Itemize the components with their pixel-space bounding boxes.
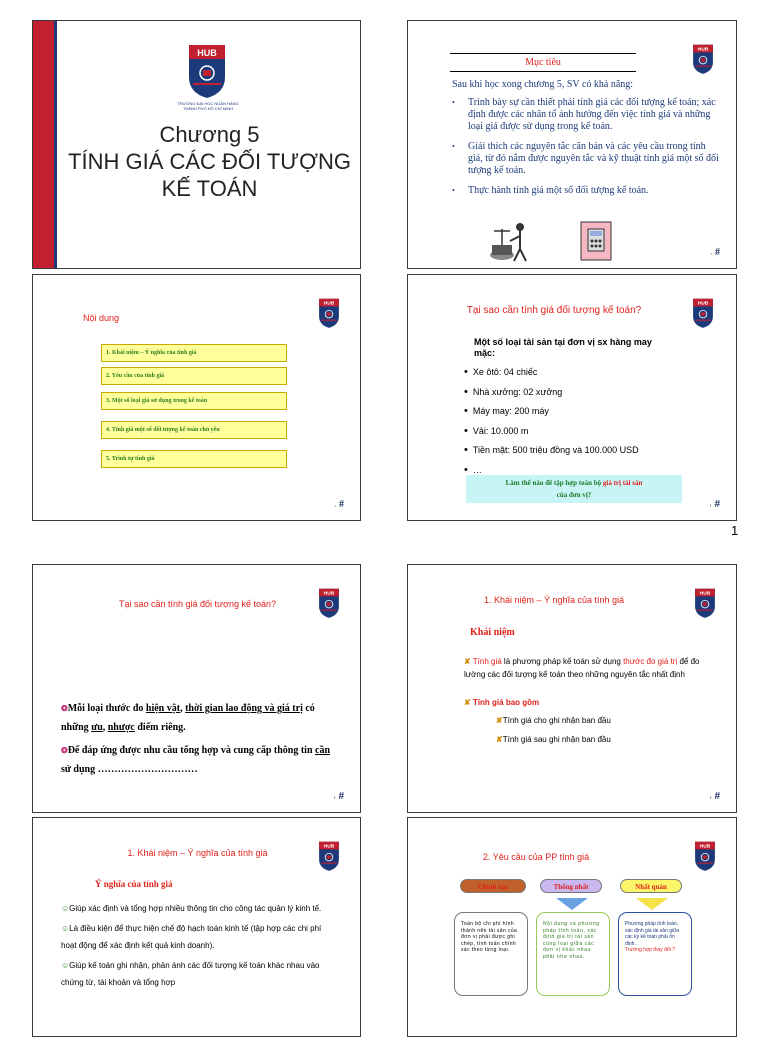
x-bullet-icon: ✘ (464, 657, 471, 666)
list-item: • Giải thích các nguyên tắc căn bản và các yêu cầu trong tính giá, từ đó nắm được nguyên tắc và kỹ thuật tính giá một số đối tượng kế toán. (452, 141, 722, 177)
includes-item: ✘Tính giá cho ghi nhận ban đầu (496, 716, 611, 725)
requirement-card-consistent: Nội dung và phương pháp tính toán, xác định giá trị tài sản cùng loại giữa các đơn vị khác nhau phải như nhau. (536, 912, 610, 996)
slide-heading: 1. Khái niệm – Ý nghĩa của tính giá (127, 848, 268, 858)
slide-meaning (32, 817, 361, 1037)
university-logo-icon (694, 838, 716, 874)
question-box (466, 475, 682, 503)
x-bullet-icon: ✘ (464, 698, 471, 707)
reason-paragraph: ❂Để đáp ứng được nhu cầu tổng hợp và cung cấp thông tin cần sử dụng ………………………… (61, 745, 331, 775)
contents-item: 2. Yêu cầu của tính giá (101, 367, 287, 385)
list-item: • Nhà xưởng: 02 xưởng (464, 383, 639, 403)
includes-line: ✘ Tính giá bao gồm (464, 698, 540, 707)
slide-requirements (407, 817, 737, 1037)
slide-number: › # (709, 499, 720, 510)
slide-why-pricing (407, 274, 737, 521)
chapter-title (57, 121, 361, 202)
smiley-bullet-icon: ☺ (61, 924, 70, 933)
slide-concept (407, 564, 737, 813)
university-line1: TRƯỜNG ĐẠI HỌC NGÂN HÀNG (177, 101, 239, 106)
clipart-scale-icon (488, 219, 532, 263)
slide-heading: Tại sao cần tính giá đối tượng kế toán? (118, 599, 277, 609)
slide-number: › # (709, 791, 720, 802)
objectives-intro: Sau khi học xong chương 5, SV có khả năng: (452, 79, 634, 90)
requirement-card-stable: Phương pháp tính toán, xác định giá tài sản giữa các kỳ kế toán phải ổn định. Trường hợp thay đổi ? (618, 912, 692, 996)
slide-heading: Tại sao cần tính giá đối tượng kế toán? (466, 305, 642, 316)
bullet-icon: ❂ (61, 746, 68, 755)
university-logo-icon (692, 41, 714, 77)
smiley-bullet-icon: ☺ (61, 961, 70, 970)
includes-item: ✘Tính giá sau ghi nhận ban đầu (496, 735, 611, 744)
slide-contents (32, 274, 361, 521)
list-item: ☺Giúp kế toán ghi nhận, phản ánh các đối tượng kế toán khác nhau vào chứng từ, tài khoản và tổng hợp (61, 961, 320, 987)
down-arrow-icon (636, 898, 668, 910)
contents-item: 3. Một số loại giá sử dụng trong kế toán (101, 392, 287, 410)
requirement-card-accurate: Toàn bộ chi phí hình thành nên tài sản của đơn vị phải được ghi chép, tính toán chính xác theo từng loại. (454, 912, 528, 996)
list-item: • Trình bày sự cần thiết phải tính giá các đối tượng kế toán; xác định được các nhân tố ảnh hưởng đến việc tính giá và những loại giá được sử dụng trong kế toán. (452, 97, 722, 133)
slide-number: › # (710, 247, 720, 258)
contents-item: 5. Trình tự tính giá (101, 450, 287, 468)
list-item: • Máy may: 200 máy (464, 402, 639, 422)
chapter-title-line3: KẾ TOÁN (161, 176, 258, 201)
list-item: • Xe ôtô: 04 chiếc (464, 363, 639, 383)
assets-list (464, 363, 639, 480)
university-line2: THÀNH PHỐ HỒ CHÍ MINH (183, 106, 233, 111)
down-arrow-icon (556, 898, 588, 910)
slide-objectives (407, 20, 737, 269)
list-item: • Tiền mặt: 500 triệu đồng và 100.000 USD (464, 441, 639, 461)
divider (450, 53, 636, 54)
meaning-heading: Ý nghĩa của tính giá (95, 879, 173, 889)
list-item: • … (464, 461, 639, 481)
slide-accent-bar (33, 21, 54, 268)
x-bullet-icon: ✘ (496, 716, 503, 725)
list-item: • Vải: 10.000 m (464, 422, 639, 442)
slide-heading: 1. Khái niệm – Ý nghĩa của tính giá (483, 595, 625, 605)
question-text: Làm thế nào để tập hợp toàn bộ (505, 479, 603, 487)
page-number: 1 (731, 523, 739, 538)
question-text: của đơn vị? (556, 491, 592, 499)
assets-subtitle: Một số loại tài sản tại đơn vị sx hàng may mặc: (474, 337, 652, 358)
contents-item: 1. Khái niệm – Ý nghĩa của tính giá (101, 344, 287, 362)
list-item: ☺Giúp xác định và tổng hợp nhiều thông tin cho công tác quản lý kinh tế. (61, 904, 322, 913)
university-logo-icon (187, 43, 227, 99)
objectives-list (452, 97, 722, 205)
chapter-title-line2: TÍNH GIÁ CÁC ĐỐI TƯỢNG (68, 149, 351, 174)
concept-definition: ✘ Tính giá là phương pháp kế toán sử dụng thước đo giá trị để đo lường các đối tượng kế toán theo những nguyên tắc nhất định (464, 657, 700, 679)
concept-heading: Khái niệm (470, 627, 515, 638)
slide-title (32, 20, 361, 269)
divider (450, 71, 636, 72)
slide-number: › # (333, 791, 344, 802)
list-item: • Thực hành tính giá một số đối tượng kế toán. (452, 185, 722, 197)
question-highlight: giá trị tài sản (602, 479, 643, 487)
list-item: ☺Là điều kiện để thực hiện chế độ hạch toán kinh tế (tập hợp các chi phí hoạt động để xác định kết quả kinh doanh). (61, 924, 322, 950)
chapter-title-line1: Chương 5 (159, 122, 260, 147)
contents-item: 4. Tính giá một số đối tượng kế toán chủ yếu (101, 421, 287, 439)
meaning-list (61, 900, 331, 994)
slide-why-pricing-2 (32, 564, 361, 813)
clipart-calculator-icon (580, 221, 612, 261)
requirement-pill-stable: Nhất quán (620, 879, 682, 893)
requirement-pill-accurate: Chính xác (460, 879, 526, 893)
requirement-pill-consistent: Thống nhất (540, 879, 602, 893)
university-logo-icon (318, 295, 340, 331)
objectives-heading: Mục tiêu (525, 57, 561, 68)
x-bullet-icon: ✘ (496, 735, 503, 744)
smiley-bullet-icon: ☺ (61, 904, 70, 913)
university-name (143, 101, 273, 111)
slide-heading: 2. Yêu cầu của PP tính giá (482, 852, 590, 862)
reason-paragraph: ❂Mỗi loại thước đo hiện vật, thời gian lao động và giá trị có những ưu, nhược điểm riêng. (61, 703, 315, 733)
contents-title: Nội dung (83, 313, 120, 323)
bullet-icon: ❂ (61, 704, 68, 713)
slide-number: › # (334, 499, 344, 510)
